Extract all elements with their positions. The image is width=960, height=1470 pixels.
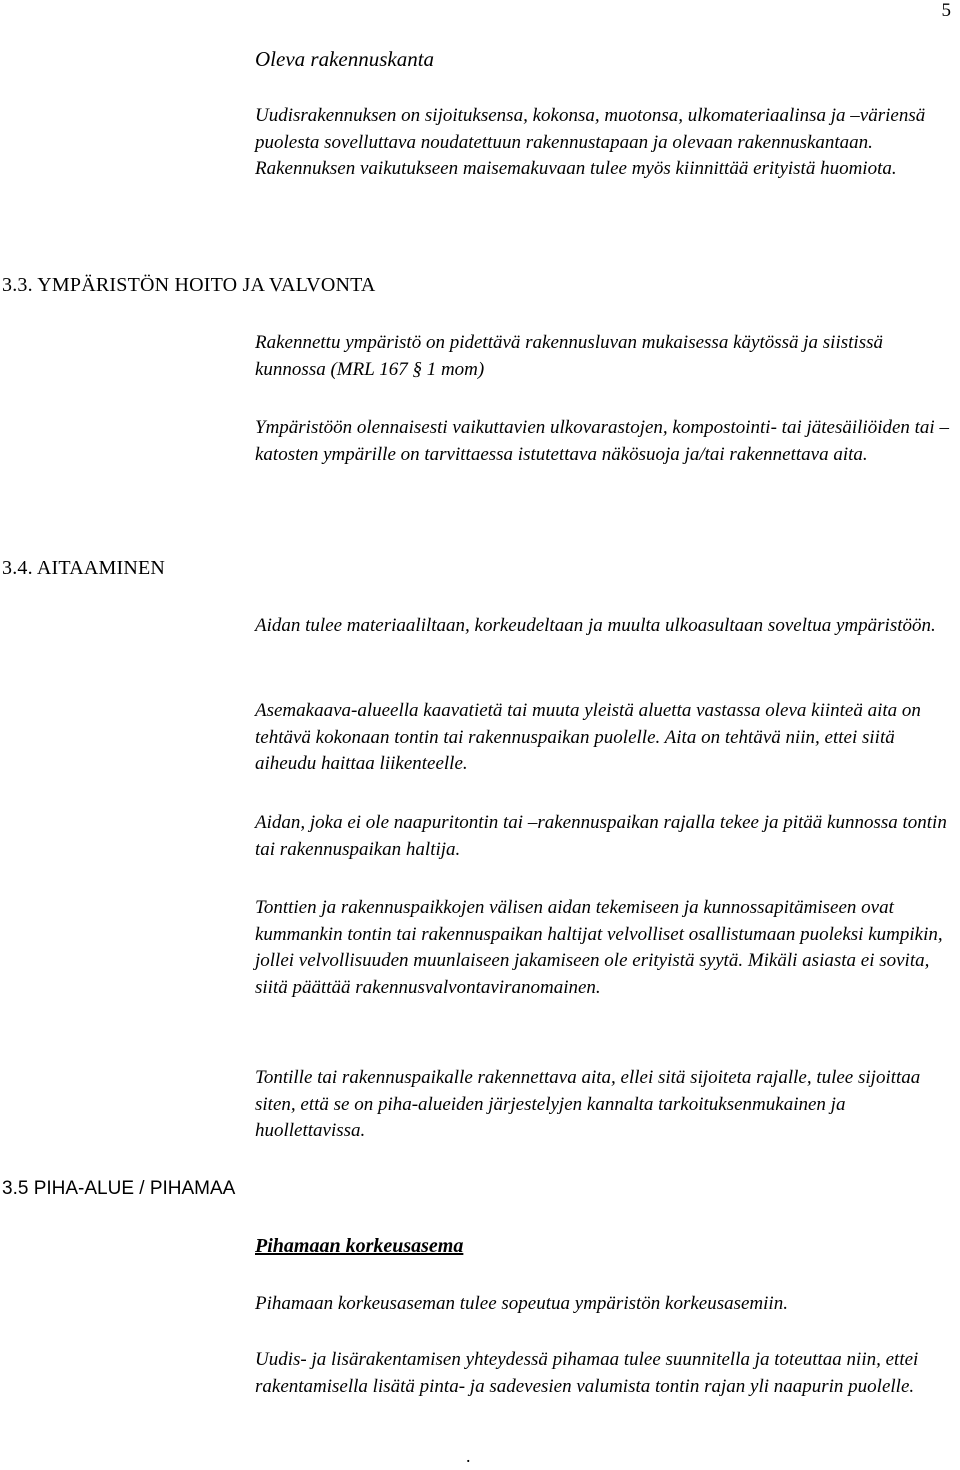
footer-mark: . bbox=[466, 1446, 471, 1466]
paragraph-3-4-1: Aidan tulee materiaaliltaan, korkeudeltaan ja muulta ulkoasultaan soveltua ympäristöön. bbox=[255, 615, 936, 636]
paragraph-3-4-4: Tonttien ja rakennuspaikkojen välisen aidan tekemiseen ja kunnossapitämiseen ovat kummankin tontin tai rakennuspaikan haltijat velvolliset osallistumaan puoleksi kumpikin, jollei velvollisuuden muunlaiseen jakamiseen ole erityistä syytä. Mikäli asiasta ei sovita, siitä päättää rakennusvalvontaviranomainen. bbox=[255, 897, 943, 998]
paragraph-3-5-1: Pihamaan korkeusaseman tulee sopeutua ympäristön korkeusasemiin. bbox=[255, 1293, 788, 1314]
paragraph-3-3-2: Ympäristöön olennaisesti vaikuttavien ulkovarastojen, kompostointi- tai jätesäiliöiden tai –katosten ympärille on tarvittaessa istutettava näkösuoja ja/tai rakennettava aita. bbox=[255, 417, 949, 465]
paragraph-existing-buildings: Uudisrakennuksen on sijoituksensa, kokonsa, muotonsa, ulkomateriaalinsa ja –väriensä puolesta sovelluttava noudatettuun rakennustapaan ja olevaan rakennuskantaan. Rakennuksen vaikutukseen maisemakuvaan tulee myös kiinnittää erityistä huomiota. bbox=[255, 105, 926, 179]
section-heading-3-5: 3.5 PIHA-ALUE / PIHAMAA bbox=[2, 1178, 236, 1199]
paragraph-3-4-3: Aidan, joka ei ole naapuritontin tai –rakennuspaikan rajalla tekee ja pitää kunnossa tontin tai rakennuspaikan haltija. bbox=[255, 812, 947, 860]
subheading-pihamaan-korkeusasema: Pihamaan korkeusasema bbox=[255, 1235, 464, 1257]
section-heading-3-3: 3.3. YMPÄRISTÖN HOITO JA VALVONTA bbox=[2, 274, 376, 296]
paragraph-3-5-2: Uudis- ja lisärakentamisen yhteydessä pihamaa tulee suunnitella ja toteuttaa niin, ettei rakentamisella lisätä pinta- ja sadevesien valumista tontin rajan yli naapurin puolelle. bbox=[255, 1349, 919, 1397]
page-number: 5 bbox=[941, 0, 951, 21]
paragraph-3-4-2: Asemakaava-alueella kaavatietä tai muuta yleistä aluetta vastassa oleva kiinteä aita on tehtävä kokonaan tontin tai rakennuspaikan puolelle. Aita on tehtävä niin, ettei siitä aiheudu haittaa liikenteelle. bbox=[255, 700, 921, 774]
section-heading-3-4: 3.4. AITAAMINEN bbox=[2, 557, 166, 579]
paragraph-3-4-5: Tontille tai rakennuspaikalle rakennettava aita, ellei sitä sijoiteta rajalle, tulee sijoittaa siten, että se on piha-alueiden järjestelyjen kannalta tarkoituksenmukainen ja huollettavissa. bbox=[255, 1067, 921, 1141]
subheading-oleva-rakennuskanta: Oleva rakennuskanta bbox=[255, 47, 435, 71]
paragraph-3-3-1: Rakennettu ympäristö on pidettävä rakennusluvan mukaisessa käytössä ja siistissä kunnossa (MRL 167 § 1 mom) bbox=[255, 332, 883, 380]
